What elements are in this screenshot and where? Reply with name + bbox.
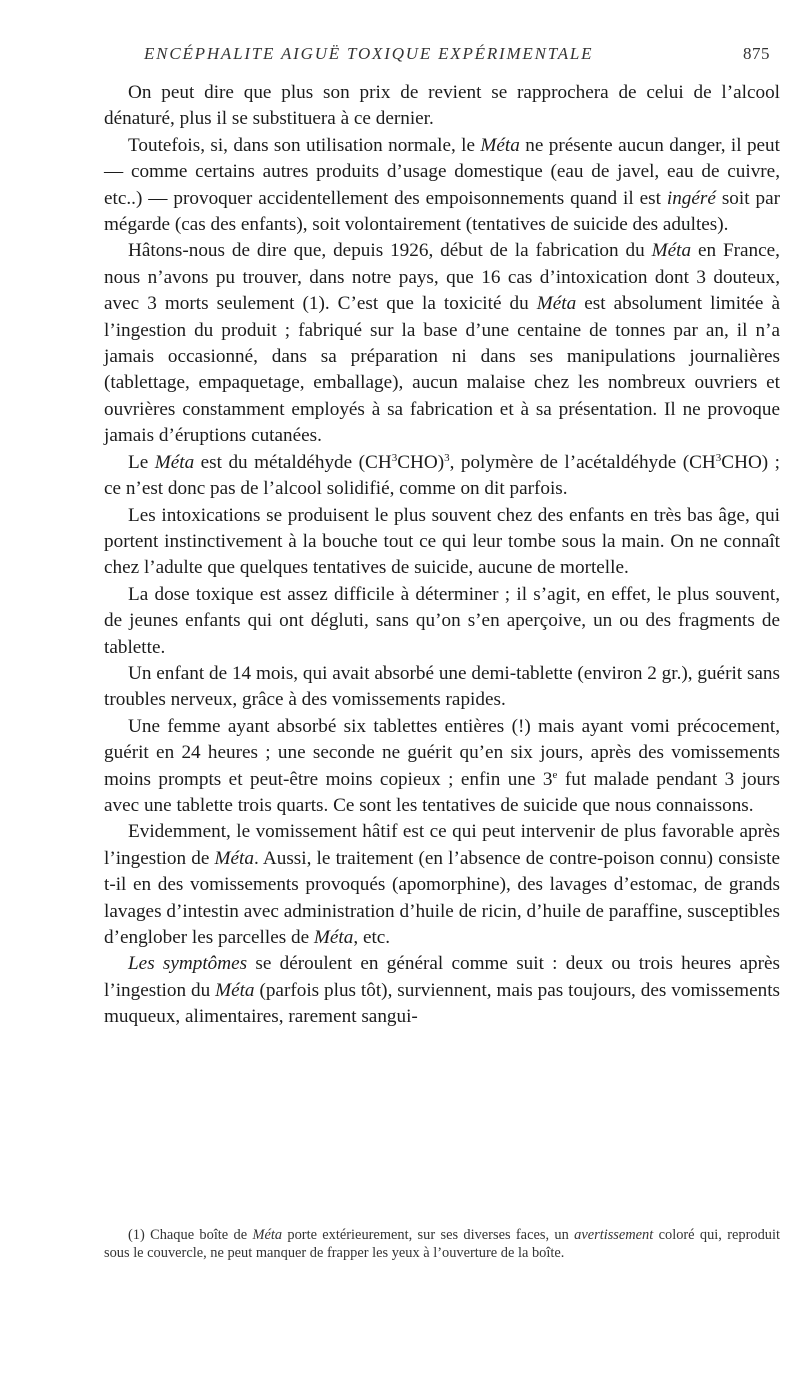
text-run: On peut dire que plus son prix de revient se rapprochera de celui de l’alcool dénaturé, plus il se substituera à ce dernier. [104, 82, 780, 130]
italic-run: Les symptômes [128, 953, 248, 975]
superscript-run: 3 [444, 451, 450, 464]
paragraph [104, 582, 780, 661]
text-run: soit par mégarde (cas des enfants), soit volontairement (tentatives de suicide des adultes). [104, 187, 780, 236]
paragraph [104, 661, 780, 714]
text-run: CHO) [397, 451, 445, 473]
text-run: . Aussi, le traitement (en l’absence de contre-poison connu) consiste t-il en des vomissements provoqués (apomorphine), des lavages d’estomac, de grands lavages d’intestin avec administration d’huile de ricin, d’huile de paraffine, susceptibles d’englober les parcelles de [104, 847, 781, 948]
paragraph [104, 133, 780, 239]
text-run: Une femme ayant absorbé six tablettes entières (!) mais ayant vomi précocement, guérit en 24 heures ; une seconde ne guérit qu’en six jours, après des vomissements moins prompts et peut-être moins copieux ; enfin une 3 [104, 715, 780, 790]
paragraph [104, 450, 780, 503]
italic-run: Méta [651, 240, 692, 262]
running-title: ENCÉPHALITE AIGUË TOXIQUE EXPÉRIMENTALE [144, 44, 594, 63]
text-run: La dose toxique est assez difficile à déterminer ; il s’agit, en effet, le plus souvent, de jeunes enfants qui ont dégluti, sans qu’on s’en aperçoive, un ou des fragments de tablette. [104, 583, 780, 658]
text-run: se déroulent en général comme suit : deux ou trois heures après l’ingestion du [104, 953, 780, 1001]
footnote [104, 1226, 780, 1262]
text-run: Toutefois, si, dans son utilisation normale, le [128, 134, 481, 156]
paragraph [104, 819, 780, 951]
text-run: coloré qui, reproduit sous le couvercle, ne peut manquer de frapper les yeux à l’ouverture de la boîte. [104, 1227, 780, 1261]
page-number: 875 [743, 44, 770, 63]
italic-run: Méta [536, 293, 577, 315]
superscript-run: 3 [715, 451, 722, 464]
text-run: ne présente aucun danger, il peut — comme certains autres produits d’usage domestique (eau de javel, eau de cuivre, etc..) — provoquer accidentellement des empoisonnements quand il est [104, 134, 780, 209]
text-run: , polymère de l’acétaldéhyde (CH [449, 451, 716, 473]
paragraph [104, 951, 780, 1030]
text-run: Evidemment, le vomissement hâtif est ce qui peut intervenir de plus favorable après l’ingestion de [104, 821, 780, 869]
text-run: Hâtons-nous de dire que, depuis 1926, début de la fabrication du [128, 240, 652, 262]
text-run: Les intoxications se produisent le plus souvent chez des enfants en très bas âge, qui portent instinctivement à la bouche tout ce qui leur tombe sous la main. On ne connaît chez l’adulte que quelques tentatives de suicide, aucune de mortelle. [104, 504, 780, 579]
paragraph [104, 503, 780, 582]
italic-run: Méta [154, 451, 195, 473]
italic-run: Méta [313, 927, 354, 948]
text-run: (parfois plus tôt), surviennent, mais pas toujours, des vomissements muqueux, alimentaires, rarement sangui- [104, 979, 780, 1028]
text-run: en France, nous n’avons pu trouver, dans notre pays, que 16 cas d’intoxication dont 3 douteux, avec 3 morts seulement (1). C’est que la toxicité du [104, 240, 780, 315]
italic-run: ingéré [666, 187, 716, 209]
text-run: fut malade pendant 3 jours avec une tablette trois quarts. Ce sont les tentatives de suicide que nous connaissons. [104, 768, 781, 816]
paragraph [104, 80, 780, 133]
italic-run: Méta [214, 847, 254, 869]
italic-run: Méta [252, 1227, 283, 1243]
text-run: (1) Chaque boîte de [128, 1227, 253, 1243]
running-header [104, 44, 770, 70]
text-run: porte extérieurement, sur ses diverses faces, un [282, 1227, 575, 1243]
body-text [104, 80, 780, 1031]
text-run: CHO) ; ce n’est donc pas de l’alcool solidifié, comme on dit parfois. [104, 451, 781, 500]
text-run: est absolument limitée à l’ingestion du produit ; fabriqué sur la base d’une centaine de tonnes par an, il n’a jamais occasionné, dans sa préparation ni dans ses manipulations journalières (tablettage, empaquetage, emballage), aucun malaise chez les nombreux ouvriers et ouvrières constamment employés à sa fabrication et à sa présentation. Il ne provoque jamais d’éruptions cutanées. [104, 293, 781, 447]
text-run: Le [128, 451, 155, 473]
italic-run: Méta [215, 979, 255, 1001]
superscript-run: e [552, 768, 558, 781]
italic-run: Méta [480, 134, 520, 156]
text-run: , etc. [353, 927, 391, 948]
text-run: est du métaldéhyde (CH [194, 451, 392, 473]
superscript-run: 3 [391, 451, 398, 464]
paragraph [104, 238, 780, 449]
paragraph [104, 714, 780, 820]
text-run: Un enfant de 14 mois, qui avait absorbé une demi-tablette (environ 2 gr.), guérit sans troubles nerveux, grâce à des vomissements rapides. [104, 662, 780, 711]
footnote-text [104, 1226, 780, 1262]
italic-run: avertissement [574, 1227, 654, 1243]
